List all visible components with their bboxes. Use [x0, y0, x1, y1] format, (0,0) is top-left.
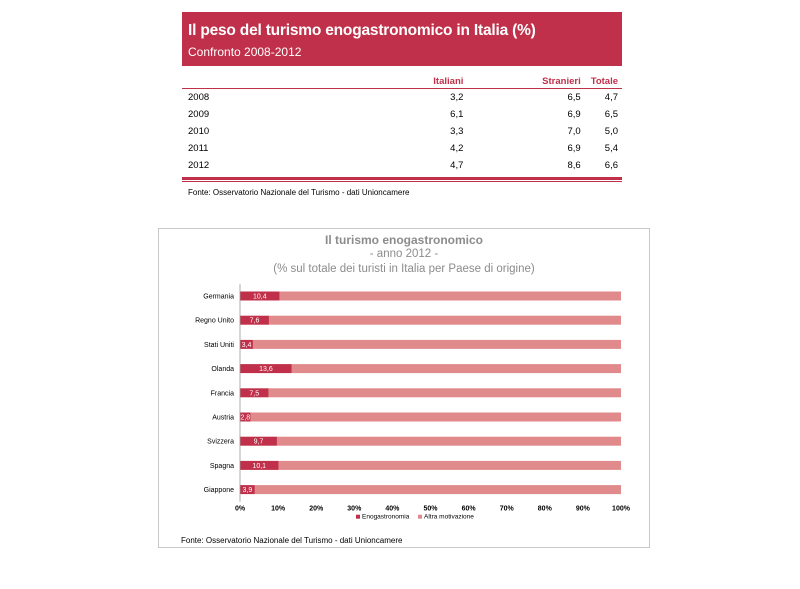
- category-label: Germania: [203, 293, 234, 301]
- data-label: 3,4: [241, 341, 252, 349]
- cell-totale: 4,7: [604, 92, 618, 103]
- legend-swatch-enogastronomia: [356, 515, 360, 519]
- cell-year: 2011: [188, 143, 209, 154]
- x-tick-label: 0%: [234, 505, 246, 513]
- legend-swatch-altra-motivazione: [418, 515, 422, 519]
- chart-subtitle-year: - anno 2012 -: [369, 248, 439, 260]
- table-row: [182, 106, 622, 123]
- bar-altra-motivazione: [280, 292, 621, 301]
- x-tick-label: 40%: [385, 505, 400, 513]
- table-row: [182, 123, 622, 140]
- cell-italiani: 6,1: [450, 109, 464, 120]
- x-tick-label: 50%: [423, 505, 438, 513]
- x-tick-label: 10%: [271, 505, 286, 513]
- bar-altra-motivazione: [269, 388, 621, 397]
- bar-altra-motivazione: [255, 485, 621, 494]
- category-label: Giappone: [203, 487, 234, 495]
- cell-stranieri: 7,0: [567, 126, 581, 137]
- bar-altra-motivazione: [269, 316, 621, 325]
- bar-altra-motivazione: [251, 413, 621, 422]
- bar-altra-motivazione: [253, 340, 621, 349]
- cell-italiani: 3,3: [450, 126, 464, 137]
- cell-italiani: 4,2: [450, 143, 464, 154]
- table-source: Fonte: Osservatorio Nazionale del Turismo - dati Unioncamere: [188, 188, 410, 197]
- legend-label: Enogastronomia: [362, 513, 410, 521]
- cell-totale: 6,6: [604, 160, 618, 171]
- data-label: 10,4: [252, 293, 267, 301]
- table-bottom-rule-thin: [182, 181, 622, 182]
- table-title: Il peso del turismo enogastronomico in Italia (%): [188, 22, 536, 39]
- table-subtitle: Confronto 2008-2012: [188, 45, 302, 59]
- x-tick-label: 70%: [499, 505, 514, 513]
- x-tick-label: 80%: [537, 505, 552, 513]
- chart-source: Fonte: Osservatorio Nazionale del Turismo - dati Unioncamere: [181, 536, 403, 545]
- x-tick-label: 90%: [575, 505, 590, 513]
- table-header-row: [182, 74, 622, 89]
- cell-totale: 6,5: [604, 109, 618, 120]
- cell-italiani: 4,7: [450, 160, 464, 171]
- data-label: 7,5: [249, 390, 260, 398]
- category-label: Austria: [212, 414, 234, 422]
- cell-year: 2010: [188, 126, 210, 137]
- category-label: Svizzera: [207, 438, 234, 446]
- table-row: [182, 89, 622, 107]
- column-header-totale: Totale: [590, 75, 618, 87]
- data-label: 2,8: [240, 414, 251, 422]
- category-label: Spagna: [209, 462, 234, 470]
- data-table: [182, 74, 622, 174]
- bar-chart: [159, 229, 649, 547]
- x-tick-label: 20%: [309, 505, 324, 513]
- cell-stranieri: 6,9: [567, 143, 581, 154]
- data-label: 9,7: [253, 438, 264, 446]
- column-header-italiani: Italiani: [433, 75, 464, 87]
- cell-stranieri: 6,9: [567, 109, 581, 120]
- table-row: [182, 157, 622, 174]
- cell-stranieri: 8,6: [567, 160, 581, 171]
- bar-altra-motivazione: [278, 461, 621, 470]
- x-tick-label: 60%: [461, 505, 476, 513]
- column-header-year: [182, 74, 270, 89]
- table-bottom-rule: [182, 177, 622, 180]
- chart-panel: [158, 228, 650, 548]
- bar-altra-motivazione: [277, 437, 621, 446]
- chart-title: Il turismo enogastronomico: [324, 233, 483, 247]
- table-panel: [182, 12, 622, 197]
- cell-year: 2012: [188, 160, 210, 171]
- data-label: 3,9: [242, 487, 253, 495]
- data-label: 13,6: [259, 366, 273, 374]
- x-tick-label: 100%: [612, 505, 630, 513]
- data-label: 7,6: [249, 317, 260, 325]
- category-label: Olanda: [211, 366, 234, 374]
- category-label: Stati Uniti: [204, 341, 234, 349]
- category-label: Regno Unito: [195, 317, 234, 325]
- cell-totale: 5,4: [604, 143, 618, 154]
- data-label: 10,1: [252, 462, 267, 470]
- table-row: [182, 140, 622, 157]
- column-header-stranieri: Stranieri: [542, 75, 581, 87]
- bar-altra-motivazione: [292, 364, 621, 373]
- legend-label: Altra motivazione: [424, 513, 474, 521]
- cell-stranieri: 6,5: [567, 92, 581, 103]
- cell-italiani: 3,2: [450, 92, 464, 103]
- chart-subtitle-description: (% sul totale dei turisti in Italia per Paese di origine): [273, 263, 535, 275]
- table-header: [182, 12, 622, 66]
- category-label: Francia: [210, 390, 234, 398]
- cell-year: 2008: [188, 92, 210, 103]
- cell-year: 2009: [188, 109, 210, 120]
- cell-totale: 5,0: [604, 126, 618, 137]
- x-tick-label: 30%: [347, 505, 362, 513]
